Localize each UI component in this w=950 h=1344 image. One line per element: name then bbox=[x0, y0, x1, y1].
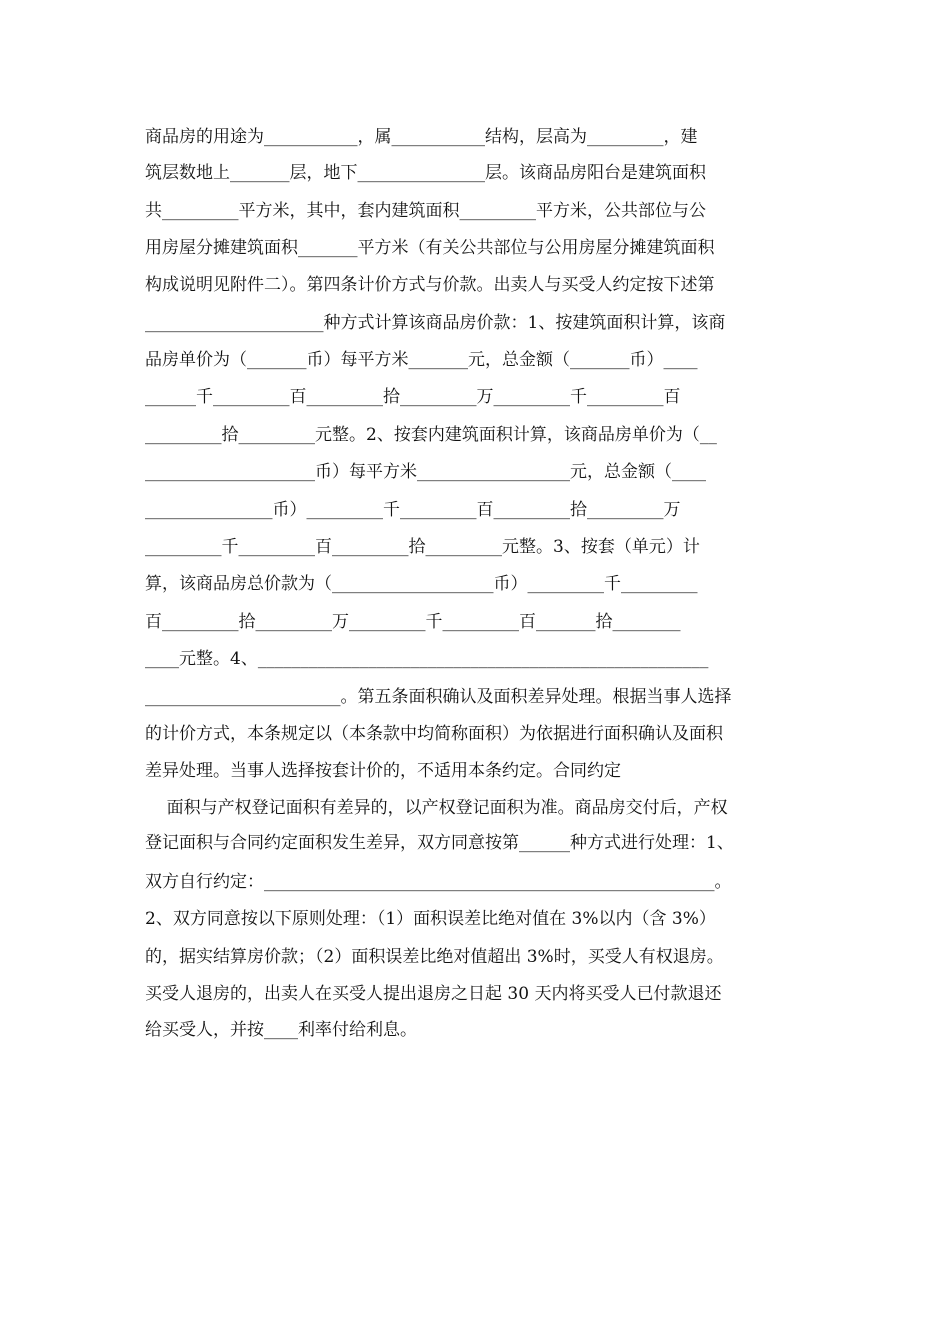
text-line: ______千_________百_________拾_________万_________千_________百 bbox=[145, 387, 681, 407]
text-line: _________千_________百_________拾_________元整。3、按套（单元）计 bbox=[145, 537, 700, 557]
text-line: 品房单价为（_______币）每平方米_______元，总金额（_______币）____ bbox=[145, 350, 698, 370]
text-line: _____________________种方式计算该商品房价款：1、按建筑面积计算，该商 bbox=[145, 313, 726, 333]
text-line: 差异处理。当事人选择按套计价的，不适用本条约定。合同约定 bbox=[145, 761, 621, 781]
text-line: 登记面积与合同约定面积发生差异，双方同意按第______种方式进行处理：1、 bbox=[145, 833, 734, 853]
text-line: 算，该商品房总价款为（___________________币）_________千_________ bbox=[145, 574, 698, 594]
text-line: 共_________平方米，其中，套内建筑面积_________平方米，公共部位与公 bbox=[145, 201, 706, 221]
text-line: 构成说明见附件二）。第四条计价方式与价款。出卖人与买受人约定按下述第 bbox=[145, 275, 715, 295]
text-line: 筑层数地上_______层，地下_______________层。该商品房阳台是建筑面积 bbox=[145, 163, 706, 183]
text-line: _______________币）_________千_________百_________拾_________万 bbox=[145, 500, 681, 520]
text-line: 面积与产权登记面积有差异的，以产权登记面积为准。商品房交付后，产权 bbox=[145, 798, 728, 818]
text-line: 百_________拾_________万_________千_________百_______拾________ bbox=[145, 612, 681, 632]
text-line: ____元整。4、_____________________________________________________ bbox=[145, 649, 709, 669]
text-line: 给买受人，并按____利率付给利息。 bbox=[145, 1020, 417, 1040]
text-line: 的，据实结算房价款；（2）面积误差比绝对值超出 3%时，买受人有权退房。 bbox=[145, 947, 724, 967]
text-line: 用房屋分摊建筑面积_______平方米（有关公共部位与公用房屋分摊建筑面积 bbox=[145, 238, 715, 258]
text-line: 2、双方同意按以下原则处理：（1）面积误差比绝对值在 3%以内（含 3%） bbox=[145, 909, 716, 929]
text-line: _______________________。第五条面积确认及面积差异处理。根据当事人选择 bbox=[145, 687, 732, 707]
text-line: ____________________币）每平方米__________________元，总金额（____ bbox=[145, 462, 706, 482]
text-line: 买受人退房的，出卖人在买受人提出退房之日起 30 天内将买受人已付款退还 bbox=[145, 984, 722, 1004]
text-line: _________拾_________元整。2、按套内建筑面积计算，该商品房单价为（__ bbox=[145, 425, 717, 445]
text-line: 商品房的用途为___________，属___________结构，层高为_________，建 bbox=[145, 127, 698, 147]
text-line: 双方自行约定：_____________________________________________________。 bbox=[145, 872, 732, 892]
text-line: 的计价方式，本条规定以（本条款中均简称面积）为依据进行面积确认及面积 bbox=[145, 724, 723, 744]
